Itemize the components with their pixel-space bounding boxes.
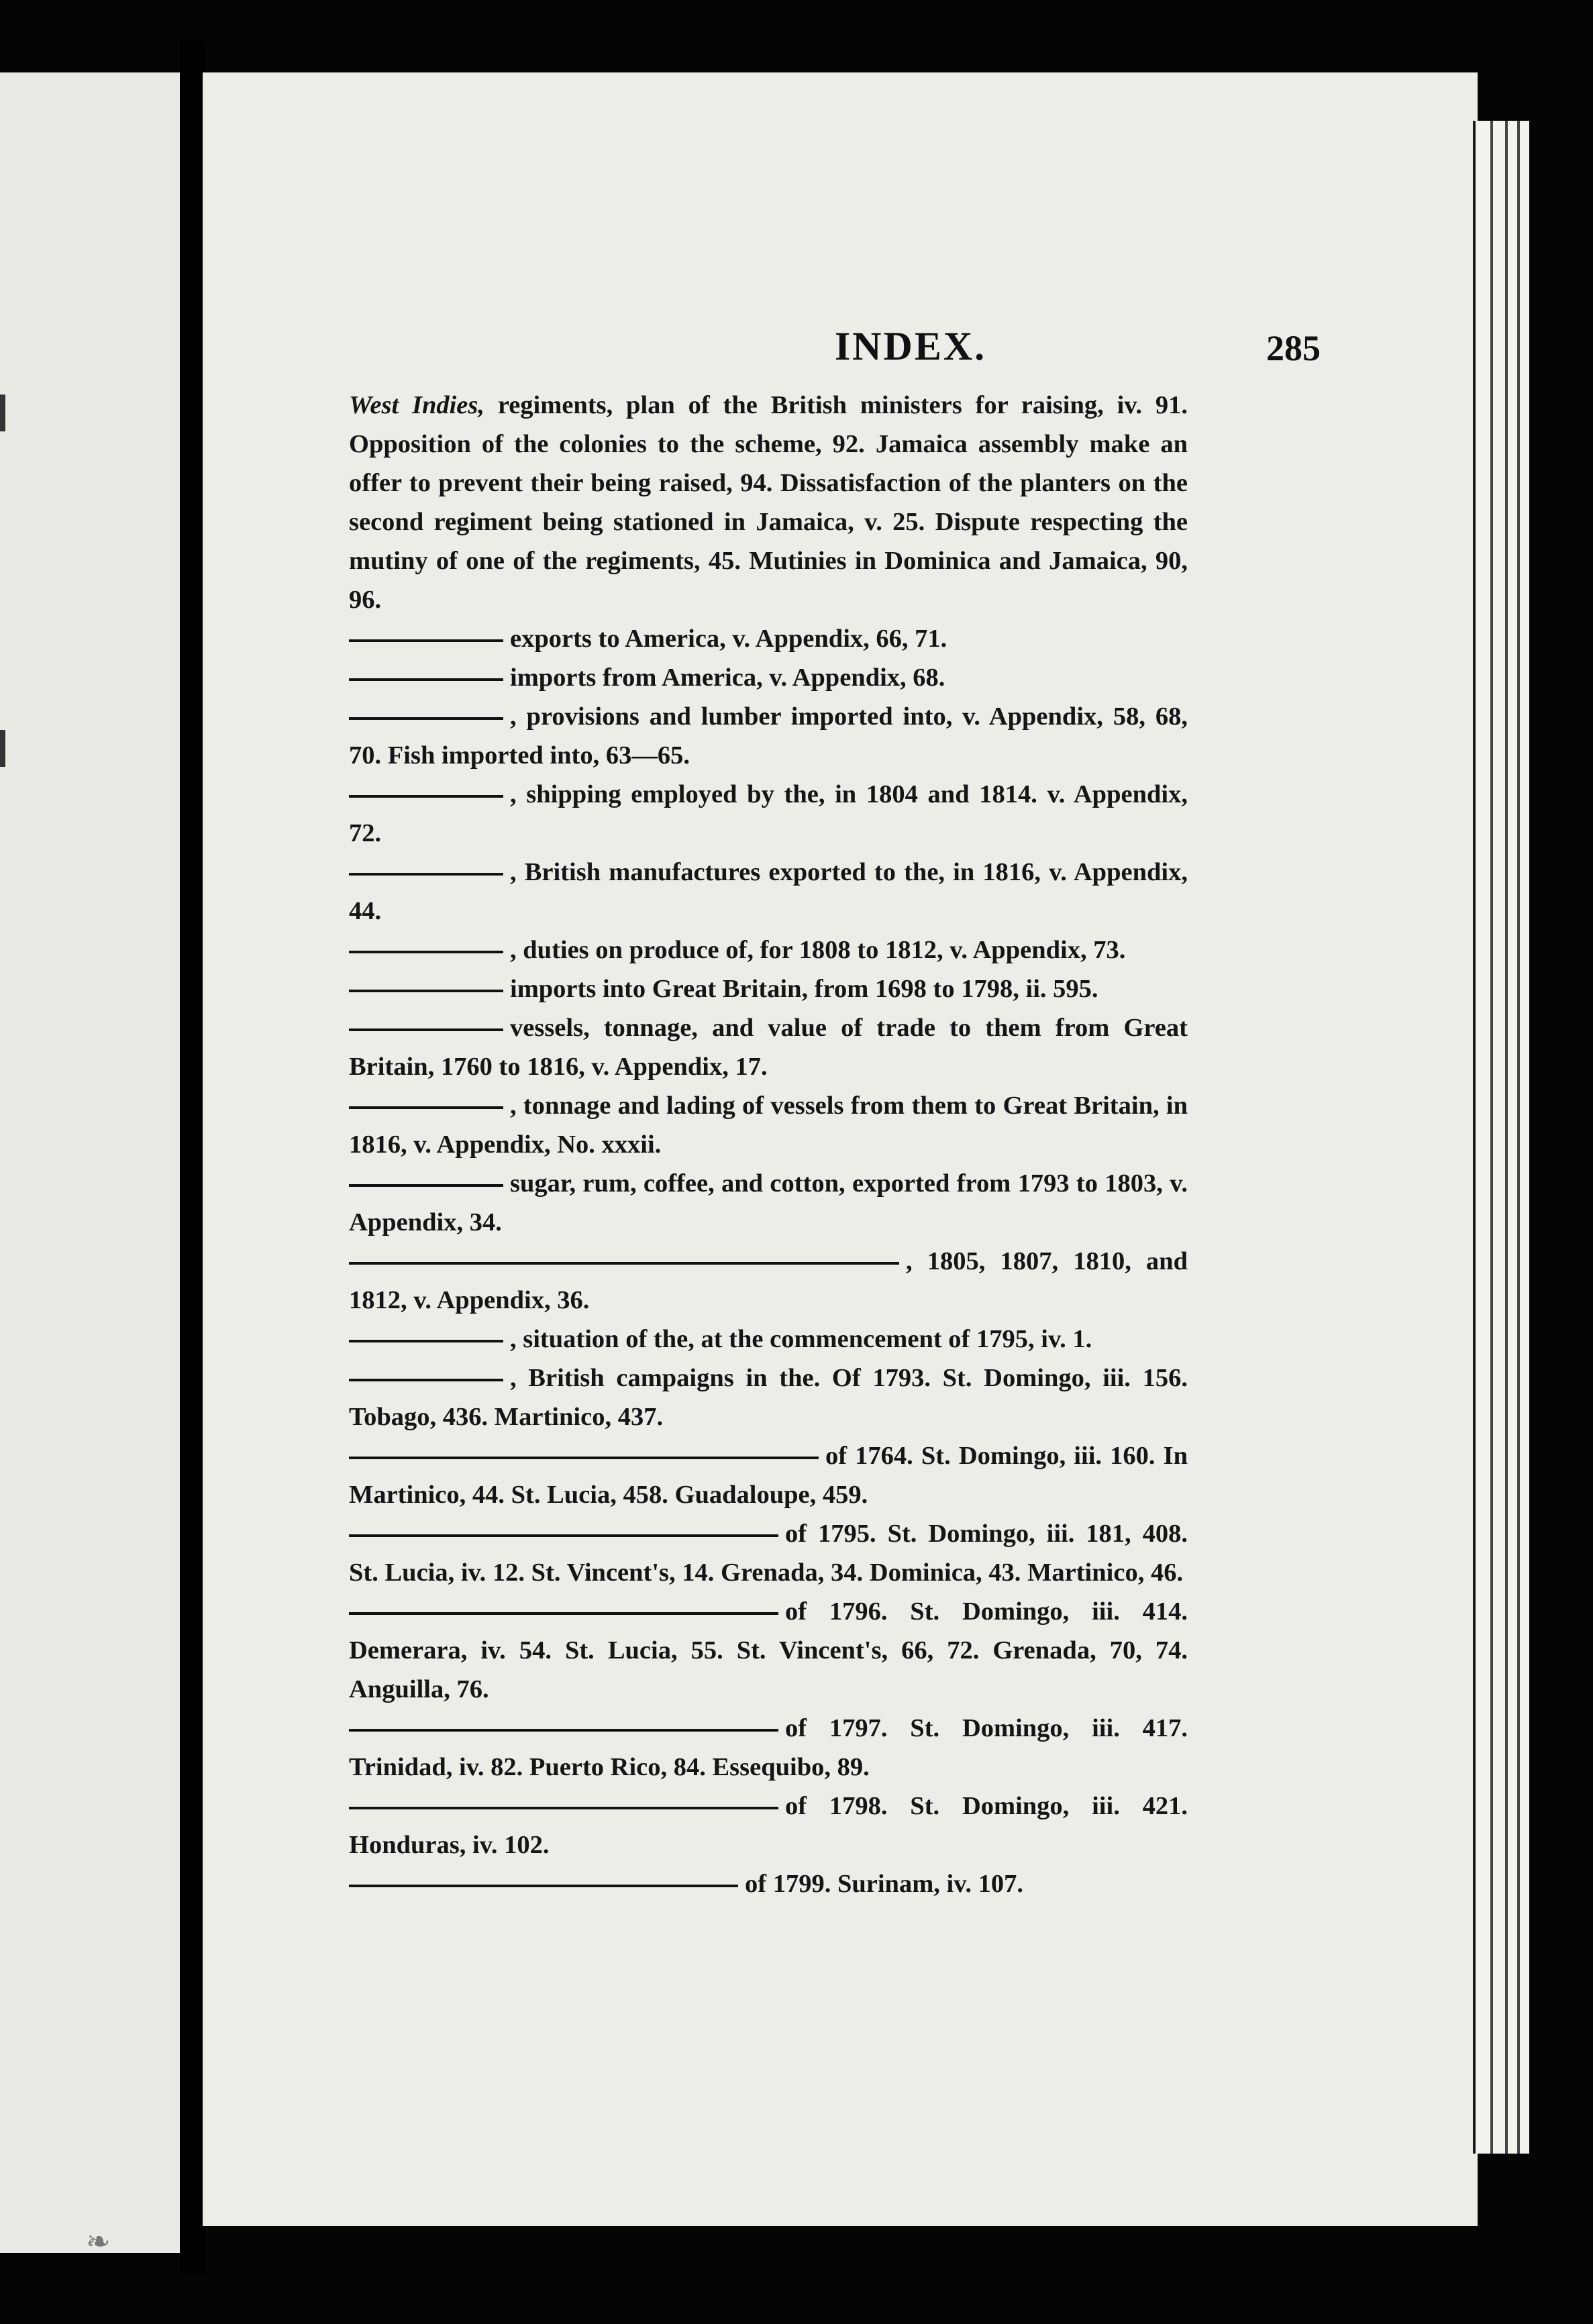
entry-text: , tonnage and lading of vessels from them to Great Britain, in 1816, v. Appendix, No. xxxii. (349, 1092, 1188, 1159)
entry-text: , 1805, 1807, 1810, and 1812, v. Appendix, 36. (349, 1247, 1188, 1314)
entry-text: of 1764. St. Domingo, iii. 160. In Martinico, 44. St. Lucia, 458. Guadaloupe, 459. (349, 1442, 1188, 1509)
entry-text: of 1797. St. Domingo, iii. 417. Trinidad, iv. 82. Puerto Rico, 84. Essequibo, 89. (349, 1714, 1188, 1781)
book-gutter (180, 40, 205, 2274)
running-title: INDEX. (834, 324, 987, 368)
entry-text: of 1798. St. Domingo, iii. 421. Honduras, iv. 102. (349, 1792, 1188, 1859)
ditto-rule (349, 1028, 503, 1031)
ditto-rule (349, 678, 503, 681)
index-entry (349, 931, 1188, 969)
scan-speck: ❧ (86, 2225, 111, 2258)
ditto-rule (349, 990, 503, 992)
index-entry (349, 1164, 1188, 1242)
ditto-rule (349, 1729, 778, 1732)
entry-text: vessels, tonnage, and value of trade to them from Great Britain, 1760 to 1816, v. Appendix, 17. (349, 1014, 1188, 1081)
index-entry (349, 1864, 1188, 1903)
ditto-rule (349, 1885, 738, 1887)
index-entry (349, 697, 1188, 775)
index-entry (349, 658, 1188, 697)
index-entry (349, 1514, 1188, 1592)
page-number: 285 (1266, 328, 1321, 368)
entry-text: imports into Great Britain, from 1698 to 1798, ii. 595. (510, 975, 1098, 1003)
entry-text: exports to America, v. Appendix, 66, 71. (510, 625, 947, 653)
entry-text: regiments, plan of the British ministers for raising, iv. 91. Opposition of the colonies to the scheme, 92. Jamaica assembly make an offer to prevent their being raised, 94. Dissatisfaction of the planters on the second regiment being stationed in Jamaica, v. 25. Dispute respecting the mutiny of one of the regiments, 45. Mutinies in Dominica and Jamaica, 90, 96. (349, 391, 1188, 614)
index-entry (349, 853, 1188, 931)
entry-text: of 1799. Surinam, iv. 107. (745, 1870, 1023, 1898)
ditto-rule (349, 717, 503, 720)
entry-heading: West Indies, (349, 391, 484, 419)
index-entry (349, 1086, 1188, 1164)
index-entry (349, 386, 1188, 619)
index-entry (349, 1242, 1188, 1320)
ditto-rule (349, 1379, 503, 1381)
index-entry (349, 1592, 1188, 1709)
facing-page-edge (0, 72, 180, 2253)
ditto-rule (349, 1106, 503, 1109)
page-header (203, 323, 1478, 377)
page-stack-edge (1473, 121, 1529, 2154)
index-entry (349, 969, 1188, 1008)
index-entry (349, 1787, 1188, 1864)
index-entry (349, 775, 1188, 853)
ditto-rule (349, 951, 503, 953)
entry-text: of 1795. St. Domingo, iii. 181, 408. St. Lucia, iv. 12. St. Vincent's, 14. Grenada, 34. Dominica, 43. Martinico, 46. (349, 1520, 1188, 1587)
ditto-rule (349, 873, 503, 876)
entry-text: of 1796. St. Domingo, iii. 414. Demerara, iv. 54. St. Lucia, 55. St. Vincent's, 66, 72. Grenada, 70, 74. Anguilla, 76. (349, 1597, 1188, 1703)
entry-text: , situation of the, at the commencement of 1795, iv. 1. (510, 1325, 1092, 1353)
entry-text: , British manufactures exported to the, in 1816, v. Appendix, 44. (349, 858, 1188, 925)
entry-text: , British campaigns in the. Of 1793. St. Domingo, iii. 156. Tobago, 436. Martinico, 437. (349, 1364, 1188, 1431)
index-entry (349, 619, 1188, 658)
entry-text: , provisions and lumber imported into, v. Appendix, 58, 68, 70. Fish imported into, 63—65. (349, 702, 1188, 770)
facing-page-mark (0, 730, 5, 767)
facing-page-mark (0, 394, 5, 431)
ditto-rule (349, 1457, 819, 1459)
ditto-rule (349, 1807, 778, 1809)
ditto-rule (349, 1340, 503, 1342)
entry-text: sugar, rum, coffee, and cotton, exported from 1793 to 1803, v. Appendix, 34. (349, 1169, 1188, 1236)
index-entry (349, 1008, 1188, 1086)
entry-text: , duties on produce of, for 1808 to 1812, v. Appendix, 73. (510, 936, 1126, 964)
ditto-rule (349, 795, 503, 798)
ditto-rule (349, 1262, 899, 1265)
entry-text: , shipping employed by the, in 1804 and 1814. v. Appendix, 72. (349, 780, 1188, 847)
index-entry (349, 1359, 1188, 1436)
index-entries (349, 386, 1188, 1903)
index-entry (349, 1320, 1188, 1359)
ditto-rule (349, 1184, 503, 1187)
entry-text: imports from America, v. Appendix, 68. (510, 664, 945, 692)
ditto-rule (349, 1534, 778, 1537)
ditto-rule (349, 1612, 778, 1615)
index-entry (349, 1436, 1188, 1514)
index-entry (349, 1709, 1188, 1787)
ditto-rule (349, 639, 503, 642)
